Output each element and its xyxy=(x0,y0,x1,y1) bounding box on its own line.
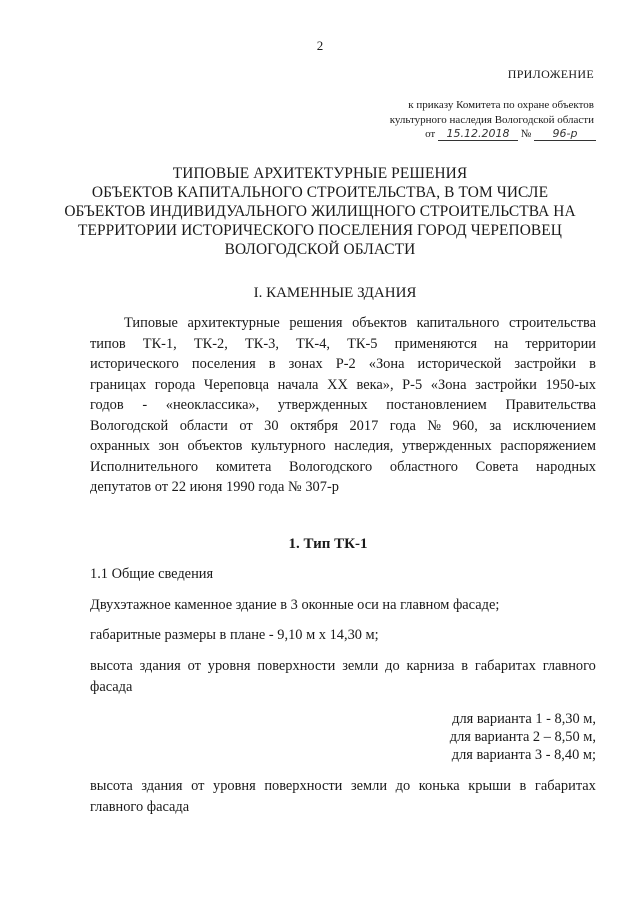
from-label: от xyxy=(425,128,436,140)
title-line: ВОЛОГОДСКОЙ ОБЛАСТИ xyxy=(224,241,416,258)
variant-item: для варианта 3 - 8,40 м; xyxy=(451,747,596,763)
intro-paragraph xyxy=(90,313,596,498)
intro-line: исторического поселения в зонах Р-2 «Зона исторической застройки в xyxy=(90,356,596,372)
intro-line: депутатов от 22 июня 1990 года № 307-р xyxy=(90,479,339,495)
paragraph-line: фасада xyxy=(90,679,133,695)
intro-line: типов ТК-1, ТК-2, ТК-3, ТК-4, ТК-5 применяются на территории xyxy=(90,335,596,352)
intro-line: Типовые архитектурные решения объектов капитального строительства xyxy=(124,315,596,331)
appendix-title: ПРИЛОЖЕНИЕ xyxy=(507,67,594,81)
number-label: № xyxy=(520,128,532,140)
variant-item: для варианта 2 – 8,50 м, xyxy=(449,729,596,745)
variant-item: для варианта 1 - 8,30 м, xyxy=(452,711,596,727)
intro-line: Вологодской области от 30 октября 2017 года № 960, за исключением xyxy=(90,417,596,434)
title-line: ТЕРРИТОРИИ ИСТОРИЧЕСКОГО ПОСЕЛЕНИЯ ГОРОД ЧЕРЕПОВЕЦ xyxy=(77,222,562,239)
order-date-number-line xyxy=(425,128,596,141)
paragraph-line: главного фасада xyxy=(90,799,190,815)
dimensions-text: габаритные размеры в плане - 9,10 м х 14,30 м; xyxy=(90,627,379,643)
title-line: ОБЪЕКТОВ ИНДИВИДУАЛЬНОГО ЖИЛИЩНОГО СТРОИТЕЛЬСТВА НА xyxy=(64,203,576,220)
order-reference-line-2: культурного наследия Вологодской области xyxy=(389,114,594,126)
document-title xyxy=(0,164,640,259)
cornice-height-paragraph xyxy=(90,656,596,698)
order-reference-line-1: к приказу Комитета по охране объектов xyxy=(408,99,594,111)
handwritten-date: 15.12.2018 xyxy=(438,128,518,141)
intro-line: границах города Череповца начала XX века», Р-5 «Зона застройки 1950-ых xyxy=(90,376,596,393)
title-line: ОБЪЕКТОВ КАПИТАЛЬНОГО СТРОИТЕЛЬСТВА, В ТОМ ЧИСЛЕ xyxy=(91,184,549,201)
building-description: Двухэтажное каменное здание в 3 оконные оси на главном фасаде; xyxy=(90,597,500,613)
ridge-height-paragraph xyxy=(90,776,596,818)
type-heading: 1. Тип ТК-1 xyxy=(288,536,368,552)
section-heading: I. КАМЕННЫЕ ЗДАНИЯ xyxy=(253,285,417,301)
intro-line: Исполнительного комитета Вологодского областного Совета народных xyxy=(90,458,596,475)
paragraph-line: высота здания от уровня поверхности земли до конька крыши в габаритах xyxy=(90,778,596,794)
title-line: ТИПОВЫЕ АРХИТЕКТУРНЫЕ РЕШЕНИЯ xyxy=(172,165,468,182)
intro-line: годов - «неоклассика», утвержденных постановлением Правительства xyxy=(90,397,596,413)
variants-list xyxy=(450,710,596,764)
general-info-heading: 1.1 Общие сведения xyxy=(90,566,214,582)
handwritten-number: 96-р xyxy=(534,128,596,141)
page-number: 2 xyxy=(316,38,324,53)
paragraph-line: высота здания от уровня поверхности земли до карниза в габаритах главного xyxy=(90,658,596,674)
intro-line: охранных зон объектов культурного наследия, утвержденных распоряжением xyxy=(90,438,596,454)
